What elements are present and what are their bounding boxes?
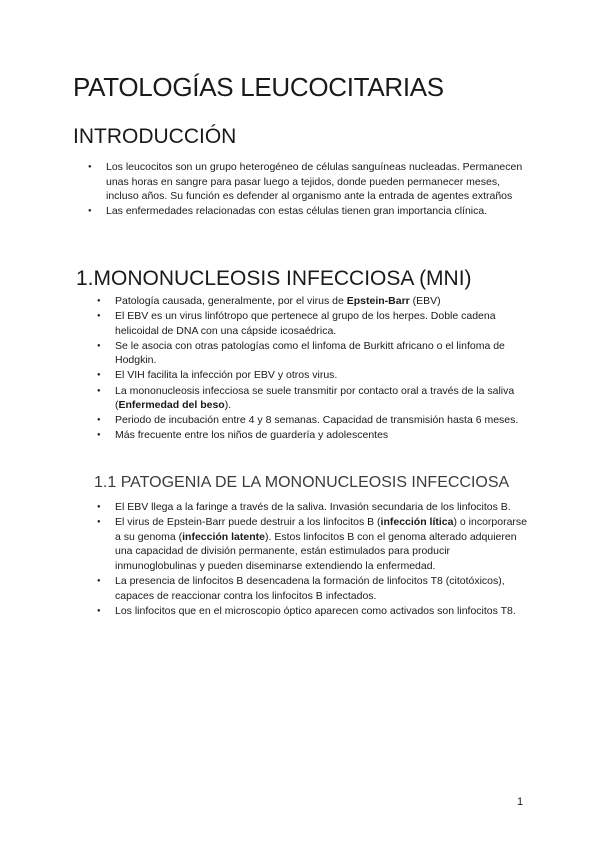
- page-number: 1: [517, 796, 524, 808]
- text-run: ).: [224, 399, 232, 412]
- text-run: La mononucleosis infecciosa se suele transmitir por contacto oral a través de la saliva (: [115, 384, 515, 412]
- list-item: [115, 294, 533, 309]
- bold-term: infección lítica: [380, 516, 454, 529]
- list-item: ● Periodo de incubación entre 4 y 8 semanas. Capacidad de transmisión hasta 6 meses.: [115, 413, 533, 428]
- pathogenesis-list: [115, 500, 533, 619]
- document-title: PATOLOGÍAS LEUCOCITARIAS: [73, 72, 444, 102]
- list-item: ● Los linfocitos que en el microscopio óptico aparecen como activados son linfocitos T8.: [115, 604, 533, 619]
- text-run: ). Estos linfocitos B con el genoma alterado adquieren una capacidad de división permanente, están estimulados para producir inmunoglobulinas y pueden diseminarse extendiendo la enfermedad.: [115, 530, 517, 572]
- bold-term: infección latente: [182, 530, 265, 543]
- pathogenesis-heading: 1.1 PATOGENIA DE LA MONONUCLEOSIS INFECCIOSA: [94, 474, 510, 491]
- list-item: [115, 515, 533, 573]
- list-item: ● La presencia de linfocitos B desencadena la formación de linfocitos T8 (citotóxicos), capaces de reaccionar contra los linfocitos B infectados.: [115, 574, 533, 603]
- mni-heading: 1.MONONUCLEOSIS INFECCIOSA (MNI): [76, 267, 472, 290]
- list-item: ● Se le asocia con otras patologías como el linfoma de Burkitt africano o el linfoma de Hodgkin.: [115, 339, 533, 368]
- bold-term: Epstein-Barr: [346, 295, 410, 307]
- list-item: [115, 384, 533, 413]
- intro-heading: INTRODUCCIÓN: [73, 125, 237, 148]
- list-item: ● El EBV es un virus linfótropo que pertenece al grupo de los herpes. Doble cadena helicoidal de DNA con una cápside icosaédrica.: [115, 309, 533, 338]
- list-item: ● El VIH facilita la infección por EBV y otros virus.: [115, 368, 533, 383]
- list-item: ● Más frecuente entre los niños de guardería y adolescentes: [115, 428, 533, 443]
- list-item: ● Los leucocitos son un grupo heterogéneo de células sanguíneas nucleadas. Permanecen unas horas en sangre para pasar luego a tejidos, donde pueden permanecer meses, incluso años. Su función es defender al organismo ante la entrada de agentes extraños: [106, 160, 526, 204]
- mni-list: [115, 294, 533, 443]
- intro-list: [106, 160, 526, 219]
- list-item: ● El EBV llega a la faringe a través de la saliva. Invasión secundaria de los linfocitos B.: [115, 500, 533, 515]
- text-run: (EBV): [409, 295, 441, 307]
- text-run: El virus de Epstein-Barr puede destruir a los linfocitos B (: [115, 516, 381, 529]
- list-item: ● Las enfermedades relacionadas con estas células tienen gran importancia clínica.: [106, 204, 526, 219]
- text-run: Patología causada, generalmente, por el virus de: [115, 295, 347, 307]
- text-run: ) o incorporarse a su genoma (: [115, 516, 528, 543]
- bold-term: Enfermedad del beso: [118, 399, 225, 412]
